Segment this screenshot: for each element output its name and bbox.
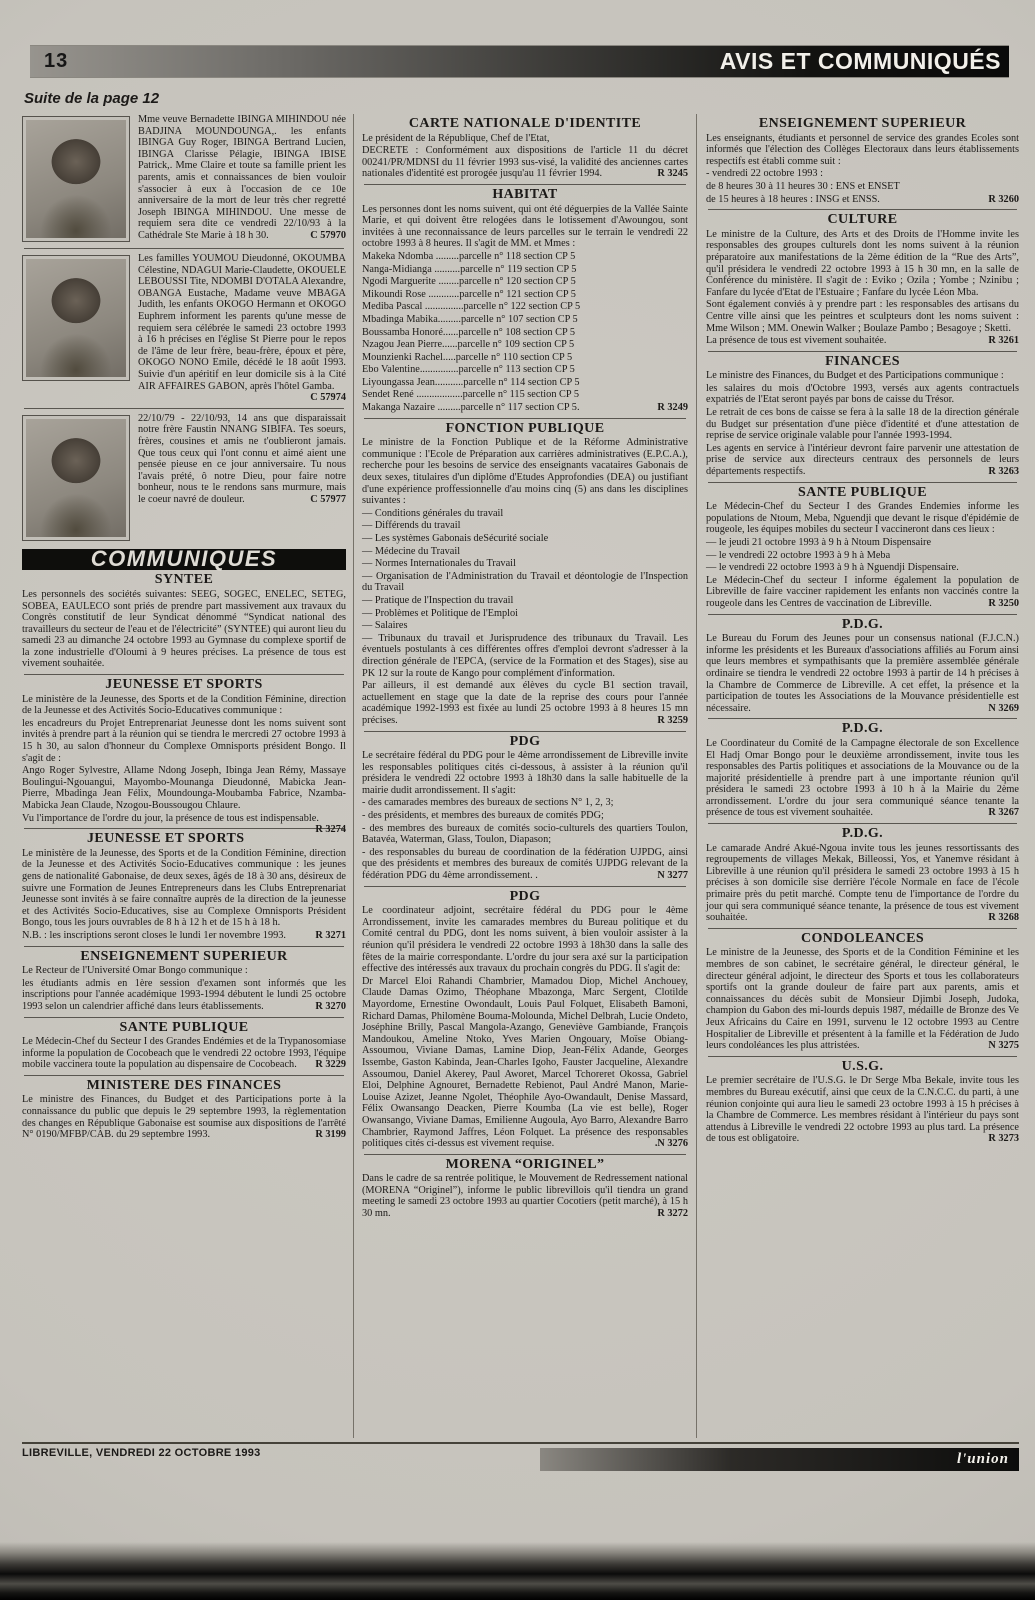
article [706,484,1019,610]
paragraph-text: Nanga-Midianga ..........parcelle n° 119 section CP 5 [362,263,577,275]
paragraph-text: — Normes Internationales du Travail [362,558,516,570]
column-right [697,114,1019,1438]
article-title: CARTE NATIONALE D'IDENTITE [408,116,642,131]
paragraph-text: — Pratique de l'Inspection du travail [362,594,514,606]
portrait-photo [22,415,130,541]
article [22,1019,346,1071]
ref-code: R 3274 [315,824,346,836]
paragraph-text: Le président de la République, Chef de l'Etat, [362,132,550,144]
article-paragraph [362,364,688,376]
paragraph-text: Mediba Pascal ...............parcelle n° 122 section CP 5 [362,301,581,313]
article [706,828,1019,924]
article-paragraph [706,299,1019,334]
article-title: JEUNESSE ET SPORTS [86,831,245,847]
article [362,733,688,882]
paragraph-text: N.B. : les inscriptions seront closes le lundi 1er novembre 1993. [22,929,286,941]
masthead-bar [540,1448,1019,1471]
article-title: SYNTEE [154,572,214,588]
paragraph-text: Ango Roger Sylvestre, Allame Ndong Joseph, Ibinga Jean Rémy, Massaye Boulingui-Ngouangui, Mayombo-Mounanga Dieudonné, Mabicka Jean-Pierre, Mbadinga Jean Félix, Moundounga-Moubamba Fabrice, Nzamba-Mabicka Jean Claude, Nzogou-Boussougou Chlaure. [22,765,346,811]
article-paragraph [22,812,346,836]
article [706,723,1019,819]
article-paragraph [22,1036,346,1071]
paragraph-text: — Salaires [362,620,408,632]
section-divider [24,408,344,409]
article-paragraph [706,501,1019,536]
article-paragraph [706,335,1019,347]
article-paragraph [362,145,688,180]
section-divider [24,828,344,829]
article-paragraph [362,437,688,507]
article-paragraph [362,797,688,809]
paragraph-text: - des membres des bureaux de comités socio-culturels des quartiers Toulon, Batavéa, Waterman, Glass, Toulon, Diapason; [362,822,688,846]
ref-code: C 57974 [310,392,346,404]
paragraph-text: Mbadinga Mabika.........parcelle n° 107 section CP 5 [362,313,578,325]
paragraph-text: Le ministre de la Fonction Publique et de la Réforme Administrative communique : l'Ecole de Préparation aux carrières administratives (E.P.C.A.), recherche pour les besoins de service des enseignants vacataires Gabonais de deux sexes, titulaires d'un diplôme d'Etudes Approfondies (DEA) ou justifiant d'une expérience proffessionnelle d'au moins cinq (5) ans dans les disciplines suivantes : [362,437,688,507]
paragraph-text: Le ministre des Finances, du Budget et des Participations porte à la connaissance du public que depuis le 29 septembre 1993, la règlementation des changes en République Gabonaise est soumise aux dispositions de l'arrêté N° 0190/MFBP/CAB. du 29 septembre 1993. [22,1094,346,1141]
article-paragraph [362,546,688,558]
article-paragraph [362,905,688,975]
article-paragraph [362,847,688,882]
paragraph-text: DECRETE : Conformément aux dispositions de l'article 11 du décret 00241/PR/MDNSI du 11 février 1993 sus-visé, la validité des anciennes cartes nationales d'identité est prorogée jusqu'au 11 février 1994. [362,145,688,180]
article-paragraph [706,575,1019,610]
article-paragraph [706,562,1019,574]
article-paragraph [706,133,1019,168]
ref-code: N 3277 [657,870,688,882]
section-divider [708,928,1017,929]
paragraph-text: Le retrait de ces bons de caisse se fera à la salle 18 de la direction générale du Budget sur présentation d'une pièce d'identité et d'une attestation de reprise de service originale valable pour l'année 1993-1994. [706,407,1019,442]
article-title: ENSEIGNEMENT SUPERIEUR [758,116,967,131]
article [22,833,346,941]
paragraph-text: Le coordinateur adjoint, secrétaire fédéral du PDG pour le 4ème Arrondissement, invite les camarades membres du Bureau politique et du Comité central du PDG, dont les noms suivent, à bien vouloir assister à la réunion qu'il présidera le vendredi 22 octobre 1993 à 18h30 dans la salle des fêtes de la mairie correspondante. L'ordre du jour sera axé sur la participation effective des intéressés aux travaux du prochain congrès du PDG. Il s'agit de: [362,905,688,975]
obituary-text: Les familles YOUMOU Dieudonné, OKOUMBA Célestine, NDAGUI Marie-Claudette, OKOUELE LEBOUSSI Tite, NDOMBI D'OTALA Alexandre, OBANGA Eustache, Madame veuve MBAGA Judith, les enfants OKOGO Hermann et OKOGO Euphrem informent les parents qu'une messe de requiem sera célébrée le samedi 23 octobre 1993 à 16 h précises en l'église St Pierre pour le repos de l'âme de leur frère, beau-frère, époux et père, OKOGO NONO Emile, décédé le 18 août 1993. Suivie d'un apéritif en leur domicile sis à la Cité AIR AFFAIRES GABON, après l'hôtel Gamba. [138,253,346,392]
scanner-edge-band [0,1542,1035,1600]
paragraph-text: Ebo Valentine...............parcelle n° 113 section CP 5 [362,364,575,376]
paragraph-text: Sendet René ..................parcelle n° 115 section CP 5 [362,389,579,401]
paragraph-text: Les personnes dont les noms suivent, qui ont été déguerpies de la Vallée Sainte Marie, et qui doivent être relogées dans le lotissement d'Awoungou, sont invitées à une reconnaissance de leurs parcelles sur le terrain le vendredi 22 octobre 1993 à 8 heures. Il s'agit de MM. et Mmes : [362,203,688,250]
ref-code: .N 3276 [654,1138,688,1150]
paragraph-text: Les personnels des sociétés suivantes: SEEG, SOGEC, ENELEC, SETEG, SOBEA, EAULECO sont priés de prendre part massivement aux travaux du Congrès constitutif de leur Syndicat dénommé “Syndicat national des travailleurs du secteur de l'eau et de l'électricité” (SYNTEE) qui auront lieu du samedi 23 au dimanche 24 octobre 1993 au Gymnase du complexe sportif de la zone industrielle d'Oloumi à 9 heures précises. La présence de tous est vivement souhaitée. [22,588,346,670]
ref-code: R 3271 [315,929,346,941]
article-paragraph [362,508,688,520]
section-divider [708,1056,1017,1057]
article [362,118,688,180]
paragraph-text: les étudiants admis en 1ère session d'examen sont informés que les inscriptions pour l'année académique 1993-1994 débutent le lundi 25 octobre 1993 selon un calendrier affiché dans leurs établissements. [22,977,346,1012]
section-divider [24,946,344,947]
article-title: MORENA “ORIGINEL” [445,1156,605,1172]
article [706,930,1019,1052]
paragraph-text: — Tribunaux du travail et Jurisprudence des tribunaux du Travail. Les éventuels postulants à ces différentes offres d'emploi devront s'adresser à la direction générale de l'EPCA, (service de la Formation et des Stages), sise au PK 12 sur la route de Kango pour complément d'information. [362,632,688,679]
obituary-text: Mme veuve Bernadette IBINGA MIHINDOU née BADJINA MOUNDOUNGA,. les enfants IBINGA Guy Roger, IBINGA Bertrand Lucien, IBINGA Clarisse Pélagie, IBINGA IBISE Patrick,. Mme Claire et toute sa famille prient les parents, amis et connaissances de bien vouloir s'associer à eux à l'occasion de ce 10e anniversaire de la mort de leur très cher regretté Joseph IBINGA MIHINDOU. Une messe de requiem sera dite ce vendredi 22/10/93 à la Cathédrale Ste Marie à 18 h 30. [138,114,346,241]
article-title: MINISTERE DES FINANCES [86,1077,282,1093]
article-paragraph [706,407,1019,442]
article-paragraph [706,843,1019,924]
article-paragraph [362,204,688,250]
paragraph-text: Par ailleurs, il est demandé aux élèves du cycle B1 section travail, actuellement en stage que la date de la reprise des cours pour l'année académique 1992-1993 est fixée au lundi 25 octobre 1993 à 8 heures 15 mn précises. [362,680,688,726]
article-paragraph [706,1075,1019,1145]
article-paragraph [362,314,688,326]
article-paragraph [706,443,1019,478]
paragraph-text: Nzagou Jean Pierre......parcelle n° 109 section CP 5 [362,339,575,351]
article-paragraph [706,383,1019,406]
article-paragraph [362,327,688,339]
paragraph-text: — Différends du travail [362,520,461,532]
portrait-photo [22,116,130,242]
article-title: JEUNESSE ET SPORTS [105,677,263,693]
article [362,420,688,727]
paragraph-text: Sont également conviés à y prendre part : les responsables des artisans du Centre ville ainsi que les peintres et sculpteurs dont les noms suivent : Mme Wilson ; MM. Onewin Walker ; Boulaze Pambo ; Besagoye ; Sketti. [706,299,1019,334]
article-title: PDG [509,888,541,904]
article-paragraph [362,133,688,145]
article-title: PDG [509,733,541,749]
ref-code: N 3275 [988,1040,1019,1052]
columns-container [22,114,1019,1438]
continuation-note: Suite de la page 12 [24,90,160,107]
article [362,888,688,1150]
article-paragraph [706,194,1019,206]
paragraph-text: les encadreurs du Projet Entreprenariat Jeunesse dont les noms suivent sont invités à prendre part à la réunion qui se tiendra le mercredi 27 octobre 1993 à 15 h 30, au salon d'honneur du Complexe Omnisports président Bongo. Il s'agit de : [22,717,346,764]
paragraph-text: Boussamba Honoré......parcelle n° 108 section CP 5 [362,326,576,338]
right-articles [706,118,1019,1145]
article [22,677,346,836]
ref-code: R 3260 [988,193,1019,205]
article-paragraph [22,589,346,670]
paragraph-text: - vendredi 22 octobre 1993 : [706,168,823,180]
article-title: U.S.G. [841,1058,884,1074]
ref-code: C 57970 [310,229,346,241]
article-paragraph [362,558,688,570]
section-header-title: AVIS ET COMMUNIQUÉS [719,48,1001,74]
communiques-banner: COMMUNIQUES [22,549,346,571]
article [22,574,346,670]
union-masthead: l'union [956,1451,1009,1467]
article-paragraph [362,571,688,594]
portrait-photo [22,255,130,381]
paragraph-text: Liyoungassa Jean...........parcelle n° 114 section CP 5 [362,376,580,388]
article-paragraph [706,633,1019,714]
ref-code: N 3269 [988,702,1019,714]
paragraph-text: Mounzienki Rachel.....parcelle n° 110 section CP 5 [362,351,573,363]
paragraph-text: Le premier secrétaire de l'U.S.G. le Dr Serge Mba Bekale, invite tous les membres du Bureau exécutif, ainsi que ceux de la C.N.C.C. du parti, à une réunion conjointe qui aura lieu le samedi 23 octobre 1993 à 15 h précises à la Chambre de Commerce. Les membres résidant à l'intérieur du pays sont attendus à Libreville le vendredi 22 octobre 1993 au plus tard. La présence de tous est obligatoire. [706,1075,1019,1145]
article [22,1077,346,1141]
left-articles [22,574,346,1141]
footer-date-line: LIBREVILLE, VENDREDI 22 OCTOBRE 1993 [22,1447,261,1459]
section-divider [24,1075,344,1076]
paragraph-text: Le Coordinateur du Comité de la Campagne électorale de son Excellence El Hadj Omar Bongo pour le deuxième arrondissement, invite tous les responsables des Partis politiques et associations de la Mouvance ou de la majorité présidentielle à prendre part à une importante réunion qu'il présidera le samedi 23 octobre 1993 à 10 h à la Mairie du 2ème arrondissement. L'ordre du jour sera communiqué séance tenante la présence de tous est vivement souhaitée. [706,737,1019,819]
paragraph-text: Le ministre de la Jeunesse, des Sports et de la Condition Féminine et les membres de son cabinet, le secrétaire général, le directeur général, le directeur général adjoint, le directeur des Sports et tous les collaborateurs sportifs ont la grande douleur de faire part aux parents, amis et connaissances du décès subit de Monsieur Djimbi Joseph, Judoka, champion du Gabon des mi-lourds depuis 1987, médaille de Bronze des Ve Jeux Africains du Caire en 1991, survenu le 12 octobre 1993 au Centre Hospitalier de Libreville et présentent à la famille et la Fédération de Judo leurs condoléances les plus attristées. [706,947,1019,1052]
section-divider [708,482,1017,483]
ref-code: C 57977 [310,493,346,505]
page-number: 13 [44,50,69,72]
paragraph-text: Le ministère de la Jeunesse, des Sports et de la Condition Féminine, direction de la Jeunesse et des Activités Socio-Educatives communique : [22,693,346,717]
page-header-bar [30,46,1009,77]
article-title: P.D.G. [841,616,884,632]
column-middle [353,114,697,1438]
paragraph-text: Le camarade André Akué-Ngoua invite tous les jeunes ressortissants des regroupements de villages Mekak, Billeossi, Yos, et Yanemve résidant à Libreville à une réunion qu'il présidera le samedi 23 octobre 1993 à 15 h précises à son domicile sise derrière l'école Normale en face de l'école primaire près du petit marché. Compte tenu de l'importance de l'ordre du jour qui sera communiqué séance tenante, la présence de tous est vivement souhaitée. [706,842,1019,924]
article-paragraph [706,550,1019,562]
article-paragraph [362,251,688,263]
ref-code: R 3270 [315,1000,346,1012]
paragraph-text: La présence de tous est vivement souhaitée. [706,335,887,347]
middle-articles [362,118,688,1220]
article-title: P.D.G. [841,826,884,842]
article-paragraph [362,289,688,301]
article-paragraph [362,264,688,276]
article-paragraph [362,339,688,351]
article-paragraph [362,608,688,620]
paragraph-text: - des camarades membres des bureaux de sections N° 1, 2, 3; [362,797,614,809]
article-paragraph [362,533,688,545]
section-divider [708,614,1017,615]
paragraph-text: - des responsables du bureau de coordination de la fédération UJPDG, ainsi que des présidents et membres des bureaux de comités UJPDG relevant de la fédération PDG du 4ème arrondissement. . [362,846,688,882]
article-paragraph [706,738,1019,819]
article-title: FINANCES [825,353,900,369]
paragraph-text: Les agents en service à l'intérieur devront faire parvenir une attestation de prise de service aux directeurs centraux des personnels de leurs départements respectifs. [706,442,1019,478]
paragraph-text: Dans le cadre de sa rentrée politique, le Mouvement de Redressement national (MORENA “Originel”), informe le public librevillois qu'il tiendra un grand meeting le samedi 23 octobre 1993 au quartier Cocotiers (petit marché), à 15 h 30 mn. [362,1173,688,1220]
section-divider [24,674,344,675]
article-paragraph [362,1173,688,1219]
article [706,353,1019,478]
article-paragraph [706,229,1019,299]
paragraph-text: - des présidents, et membres des bureaux de comités PDG; [362,810,604,822]
paragraph-text: Le Bureau du Forum des Jeunes pour un consensus national (F.J.C.N.) informe les présidents et les Bureaux d'associations affiliés au Forum ainsi que leurs membres et sympathisants que la première assemblée générale ordinaire se tiendra le vendredi 22 octobre 1993 à partir de 14 h précises à la Chambre de Commerce de Libreville. A cet effet, la présence et la participation de toutes les Associations de la Mouvance présidentielle est nécessaire. [706,633,1019,714]
article-paragraph [22,718,346,764]
paragraph-text: Le Médecin-Chef du Secteur I des Grandes Endémies et de la Trypanosomiase informe la population de Cocobeach que le vendredi 22 octobre 1993, l'équipe mobile vaccinera toute la population au dispensaire de Cocobeach. [22,1036,346,1071]
section-divider [708,351,1017,352]
paragraph-text: Les enseignants, étudiants et personnel de service des grandes Ecoles sont informés que l'élection des Collèges Electoraux dans leurs établissements respectifs est établi comme suit : [706,132,1019,167]
paragraph-text: Dr Marcel Eloi Rahandi Chambrier, Mamadou Diop, Michel Anchouey, Claude Damas Ozimo, Théophane Mbazonga, Marc Sergent, Clotilde Mayordome, Ernestine Owondault, Louis Paul Folquet, Elisabeth Bamoni, Richard Damas, Philomène Bouma-Molounda, Michel Delbrah, Lucie Ondeto, Joséphine Brilly, Pascal Mangola-Azango, Geneviève Gambiande, François Mandoukou, Ameline Ntoko, Yves Marien Ongouary, Moïse Obiang-Assoumou, Viviane Damas, Lamine Diop, Jean-Félix Adande, Georges Issembe, Gaston Kabinda, Jean-Charles Igoho, Fauster Jacqueline, Alexandre Assoumou, Daniel Akerey, Paul Aworet, Marcel Tchoreret Okossa, Gabriel Eloi, Delphine Agnouret, Bernadette Rebienot, Paul André Manon, Marie-Louise Azizet, Jeanne Ngolet, Théophile Ayo-Owandault, Denise Massard, Félix Owansango Deacken, Pierre Koumba (La vie est belle), Roger Owansango, Viviane Damas, Emilienne Augoula, Ayo Barro, Alexandre Barro Chambrier, Raymond Jaffres, Léon Folquet. La présence des responsables politiques cités ci-dessus est vivement requise. [362,975,688,1150]
article-paragraph [22,930,346,942]
ref-code: R 3272 [657,1208,688,1220]
article-paragraph [706,181,1019,193]
article-paragraph [706,168,1019,180]
article-paragraph [362,750,688,796]
obituary-notice [22,114,346,244]
section-divider [364,184,686,185]
article-title: HABITAT [492,186,558,202]
article-title: FONCTION PUBLIQUE [445,420,605,436]
paragraph-text: Le Recteur de l'Université Omar Bongo communique : [22,965,248,977]
article-paragraph [22,1094,346,1140]
article-paragraph [362,520,688,532]
obituary-notice [22,413,346,543]
article-title: SANTE PUBLIQUE [119,1019,249,1035]
paragraph-text: — Les systèmes Gabonais deSécurité sociale [362,533,549,544]
paragraph-text: Makanga Nazaire .........parcelle n° 117 section CP 5. [362,402,580,414]
section-divider [24,1017,344,1018]
ref-code: R 3250 [988,597,1019,609]
article-paragraph [362,976,688,1150]
paragraph-text: — le vendredi 22 octobre 1993 à 9 h à Nguendji Dispensaire. [706,562,959,574]
article-paragraph [362,620,688,632]
ref-code: R 3249 [657,402,688,414]
article-title: CONDOLEANCES [800,930,925,946]
article [706,214,1019,347]
ref-code: R 3199 [315,1129,346,1141]
paragraph-text: — Problèmes et Politique de l'Emploi [362,607,519,619]
ref-code: R 3263 [988,466,1019,478]
ref-code: R 3273 [988,1133,1019,1145]
ref-code: R 3245 [657,168,688,180]
article-paragraph [362,389,688,401]
section-divider [708,209,1017,210]
paragraph-text: Le ministre de la Culture, des Arts et des Droits de l'Homme invite les responsables des groupes culturels dont les noms suivent à la réunion préparatoire aux manifestations de la 2ème édition de la “Rue des Arts”, qu'il présidera le vendredi 22 octobre 1993 à 15 h 30 mn, en la salle de Conférence du ministère. Il s'agit de : Eviko ; Ozila ; Yombe ; Nzinibu ; Fanfare du lycée d'Etat de l'Estuaire ; Fanfare du lycée Léon Mba. [706,228,1019,298]
article-paragraph [706,537,1019,549]
article-paragraph [706,370,1019,382]
page-footer [22,1442,1019,1471]
article [362,186,688,414]
article [706,616,1019,715]
article-paragraph [362,633,688,679]
section-divider [364,731,686,732]
paragraph-text: Makeka Ndomba .........parcelle n° 118 section CP 5 [362,250,576,262]
article-title: P.D.G. [841,721,884,737]
article [22,948,346,1013]
paragraph-text: Le Médecin-Chef du secteur I informe également la population de Libreville de faire vacciner rapidement les enfants non vaccinés contre la rougeole dans les Centres de vaccination de Libreville. [706,574,1019,609]
paragraph-text: Le ministère de la Jeunesse, des Sports et de la Condition Féminine, direction de la Jeunesse et des Activités Socio-Educatives communique : les jeunes gens de nationalité Gabonaise, de deux sexes, âgés de 18 à 30 ans, désireux de suivre une Formation de Jeunes Entrepreneurs dans les Clubs Entreprenariat Jeunesse sont invités à se faire connaître auprès de la direction de la jeunesse et des Activités Socio-Educatives, sise au Complexe Omnisports Président Bongo, tous les jours ouvrables de 8 h à 12 h et de 15 h à 18 h. [22,847,346,929]
article [362,1156,688,1220]
article-paragraph [362,680,688,726]
article-paragraph [22,765,346,811]
article [706,1058,1019,1145]
section-divider [364,886,686,887]
article [706,118,1019,205]
article-paragraph [362,402,688,414]
section-divider [708,823,1017,824]
article-title: ENSEIGNEMENT SUPERIEUR [80,948,288,964]
section-divider [364,1154,686,1155]
section-divider [24,248,344,249]
paragraph-text: Le secrétaire fédéral du PDG pour le 4ème arrondissement de Libreville invite les responsables politiques cités ci-dessous, à assister à la réunion qu'il présidera le vendredi 22 octobre 1993 à 18h30 dans la salle habituelle de la mairie dudit arrondissement. Il s'agit: [362,750,688,796]
obituary-text: 22/10/79 - 22/10/93, 14 ans que disparaissait notre frère Faustin NNANG SIBIFA. Tes soeurs, frères, cousines et amis ne t'oublieront jamais. Que tous ceux qui l'ont connu et aimé aient une pensée pieuse en ce jour anniversaire. Tu nous l'avais prété, ô notre Dieu, pour faire notre bonheur, nous te le rendons sans murmure, mais le coeur navré de douleur. [138,412,346,505]
paragraph-text: — Organisation de l'Administration du Travail et déontologie de l'Inspection du Travail [362,570,688,594]
paragraph-text: — le jeudi 21 octobre 1993 à 9 h à Ntoum Dispensaire [706,537,932,548]
obituaries-block [22,114,346,543]
paragraph-text: Le ministre des Finances, du Budget et des Participations communique : [706,370,1004,382]
article-paragraph [362,377,688,389]
article-paragraph [362,276,688,288]
paragraph-text: — Conditions générales du travail [362,507,504,519]
paragraph-text: Ngodi Marguerite ........parcelle n° 120 section CP 5 [362,276,576,288]
article-paragraph [706,947,1019,1051]
ref-code: R 3268 [988,912,1019,924]
paragraph-text: Vu l'importance de l'ordre du jour, la présence de tous est indispensable. [22,812,319,824]
paragraph-text: — Médecine du Travail [362,545,461,557]
paragraph-text: Le Médecin-Chef du Secteur I des Grandes Endemies informe les populations de Ntoum, Meba, Nguendji que devant le risque d'épidémie de rougeole, les équipes mobiles du secteur I vaccineront dans ces lieux : [706,501,1019,536]
section-divider [708,718,1017,719]
obituary-notice [22,253,346,404]
paragraph-text: de 8 heures 30 à 11 heures 30 : ENS et ENSET [706,180,900,192]
paragraph-text: les salaires du mois d'Octobre 1993, versés aux agents contractuels expatriés de l'Etat seront payés par bons de caisse du Trésor. [706,382,1019,406]
paragraph-text: de 15 heures à 18 heures : INSG et ENSS. [706,193,880,205]
section-divider [364,418,686,419]
article-paragraph [22,848,346,929]
article-title: SANTE PUBLIQUE [798,484,927,500]
article-title: CULTURE [827,212,898,228]
paragraph-text: Mikoundi Rose ............parcelle n° 121 section CP 5 [362,288,576,300]
paragraph-text: — le vendredi 22 octobre 1993 à 9 h à Meba [706,549,891,561]
article-paragraph [362,301,688,313]
article-paragraph [22,978,346,1013]
article-paragraph [22,965,346,977]
ref-code: R 3259 [657,714,688,726]
article-paragraph [362,823,688,846]
column-left [22,114,353,1438]
article-paragraph [362,352,688,364]
ref-code: R 3261 [988,335,1019,347]
article-paragraph [362,595,688,607]
ref-code: R 3229 [315,1059,346,1071]
ref-code: R 3267 [988,807,1019,819]
article-paragraph [362,810,688,822]
article-paragraph [22,694,346,717]
